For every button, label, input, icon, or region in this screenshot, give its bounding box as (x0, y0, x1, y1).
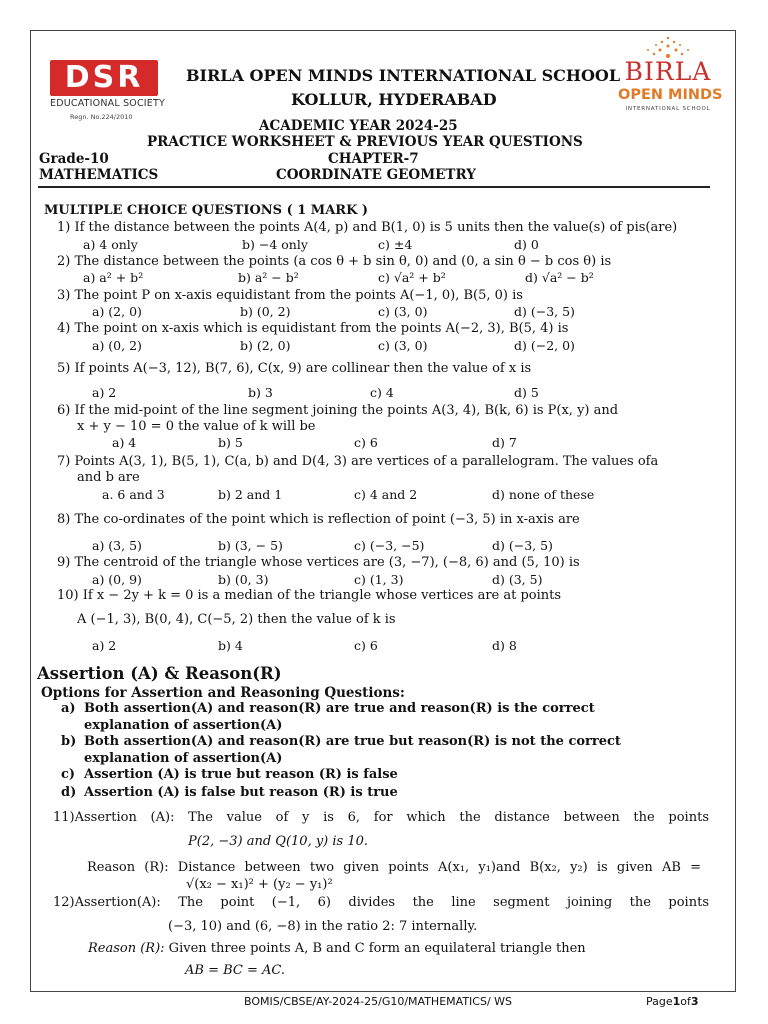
mcq-9-option-a: a) (0, 9) (92, 572, 142, 587)
ar-option-label-d: d) (61, 785, 77, 800)
q12-reason-cont: AB = BC = AC. (185, 963, 286, 978)
ar-option-label-a: a) (61, 701, 76, 716)
ar-option-label-c: c) (61, 767, 76, 782)
ar-option-d-text: Assertion (A) is false but reason (R) is true (84, 785, 398, 800)
academic-year: ACADEMIC YEAR 2024-25 (259, 118, 458, 134)
footer-page (646, 995, 699, 1008)
mcq-3-option-b: b) (0, 2) (240, 304, 291, 319)
birla-logo-line1: BIRLA (624, 57, 712, 86)
mcq-question-6-cont: x + y − 10 = 0 the value of k will be (77, 419, 316, 434)
mcq-4-option-d: d) (−2, 0) (514, 338, 575, 353)
mcq-1-option-d: d) 0 (514, 237, 539, 252)
dsr-logo-regn: Regn. No.224/2010 (70, 113, 133, 121)
mcq-question-5: 5) If points A(−3, 12), B(7, 6), C(x, 9) are collinear then the value of x is (57, 361, 532, 376)
dsr-logo-letters: DSR (64, 60, 144, 95)
mcq-9-option-c: c) (1, 3) (354, 572, 404, 587)
mcq-7-option-c: c) 4 and 2 (354, 487, 418, 502)
footer-page-total: 3 (690, 995, 699, 1008)
worksheet-title: PRACTICE WORKSHEET & PREVIOUS YEAR QUESTIONS (147, 134, 583, 150)
mcq-7-option-b: b) 2 and 1 (218, 487, 283, 502)
ar-options-heading: Options for Assertion and Reasoning Questions: (41, 685, 405, 701)
grade-label: Grade-10 (39, 151, 109, 167)
mcq-question-4: 4) The point on x-axis which is equidistant from the points A(−2, 3), B(5, 4) is (57, 321, 569, 336)
mcq-question-9: 9) The centroid of the triangle whose vertices are (3, −7), (−8, 6) and (5, 10) is (57, 555, 580, 570)
birla-logo (618, 34, 723, 124)
mcq-2-option-d: d) √a² − b² (525, 270, 594, 285)
mcq-question-3: 3) The point P on x-axis equidistant from the points A(−1, 0), B(5, 0) is (57, 288, 523, 303)
q12-reason-label: Reason (R): (88, 941, 165, 956)
footer-page-of: of (680, 995, 691, 1008)
mcq-question-10: 10) If x − 2y + k = 0 is a median of the triangle whose vertices are at points (57, 588, 562, 603)
ar-option-a-text: Both assertion(A) and reason(R) are true and reason(R) is the correct (84, 701, 595, 716)
ar-option-label-b: b) (61, 734, 77, 749)
mcq-2-option-b: b) a² − b² (238, 270, 299, 285)
mcq-4-option-a: a) (0, 2) (92, 338, 142, 353)
q11-reason: Reason (R): Distance between two given points A(x₁, y₁)and B(x₂, y₂) is given AB = (87, 860, 701, 875)
mcq-question-10-cont: A (−1, 3), B(0, 4), C(−5, 2) then the value of k is (77, 612, 396, 627)
school-name: BIRLA OPEN MINDS INTERNATIONAL SCHOOL (186, 66, 621, 85)
mcq-5-option-a: a) 2 (92, 385, 117, 400)
mcq-8-option-c: c) (−3, −5) (354, 538, 425, 553)
birla-logo-line3: INTERNATIONAL SCHOOL (625, 106, 711, 112)
mcq-1-option-a: a) 4 only (83, 237, 138, 252)
ar-option-b-text: Both assertion(A) and reason(R) are true but reason(R) is not the correct (84, 734, 621, 749)
mcq-8-option-a: a) (3, 5) (92, 538, 142, 553)
mcq-question-7: 7) Points A(3, 1), B(5, 1), C(a, b) and D(4, 3) are vertices of a parallelogram. The values ofa (57, 454, 659, 469)
mcq-1-option-c: c) ±4 (378, 237, 413, 252)
mcq-6-option-b: b) 5 (218, 435, 243, 450)
header-divider (38, 186, 710, 188)
q12-reason-text: Given three points A, B and C form an equilateral triangle then (164, 941, 586, 956)
mcq-7-option-d: d) none of these (492, 487, 595, 502)
mcq-9-option-d: d) (3, 5) (492, 572, 543, 587)
mcq-2-option-a: a) a² + b² (83, 270, 144, 285)
birla-logo-line2: OPEN MINDS (618, 87, 723, 103)
mcq-4-option-c: c) (3, 0) (378, 338, 428, 353)
footer-code: BOMIS/CBSE/AY-2024-25/G10/MATHEMATICS/ WS (244, 995, 513, 1008)
mcq-8-option-d: d) (−3, 5) (492, 538, 553, 553)
mcq-question-6: 6) If the mid-point of the line segment joining the points A(3, 4), B(k, 6) is P(x, y) and (57, 403, 619, 418)
mcq-9-option-b: b) (0, 3) (218, 572, 269, 587)
mcq-4-option-b: b) (2, 0) (240, 338, 291, 353)
topic-label: COORDINATE GEOMETRY (276, 167, 476, 183)
mcq-heading: MULTIPLE CHOICE QUESTIONS ( 1 MARK ) (44, 203, 369, 218)
q12-assertion-cont: (−3, 10) and (6, −8) in the ratio 2: 7 internally. (168, 919, 478, 934)
mcq-5-option-b: b) 3 (248, 385, 273, 400)
mcq-10-option-d: d) 8 (492, 638, 517, 653)
mcq-question-2: 2) The distance between the points (a cos θ + b sin θ, 0) and (0, a sin θ − b cos θ) is (57, 254, 612, 269)
mcq-question-8: 8) The co-ordinates of the point which is reflection of point (−3, 5) in x-axis are (57, 512, 580, 527)
mcq-1-option-b: b) −4 only (242, 237, 308, 252)
q11-reason-formula: √(x₂ − x₁)² + (y₂ − y₁)² (186, 877, 333, 892)
dsr-logo-subtitle: EDUCATIONAL SOCIETY (50, 98, 166, 109)
mcq-5-option-c: c) 4 (370, 385, 394, 400)
mcq-10-option-a: a) 2 (92, 638, 117, 653)
footer-page-current: 1 (672, 995, 681, 1008)
chapter-label: CHAPTER-7 (328, 151, 419, 167)
mcq-10-option-b: b) 4 (218, 638, 243, 653)
dsr-logo (50, 60, 166, 130)
mcq-3-option-c: c) (3, 0) (378, 304, 428, 319)
subject-label: MATHEMATICS (39, 167, 159, 183)
q11-assertion-cont: P(2, −3) and Q(10, y) is 10. (188, 834, 369, 849)
ar-heading: Assertion (A) & Reason(R) (37, 664, 282, 683)
mcq-6-option-c: c) 6 (354, 435, 378, 450)
ar-option-c-text: Assertion (A) is true but reason (R) is false (84, 767, 398, 782)
mcq-3-option-d: d) (−3, 5) (514, 304, 575, 319)
q12-reason (88, 941, 586, 957)
mcq-3-option-a: a) (2, 0) (92, 304, 142, 319)
footer-page-prefix: Page (646, 995, 673, 1008)
mcq-question-7-cont: and b are (77, 470, 140, 485)
mcq-10-option-c: c) 6 (354, 638, 378, 653)
school-location: KOLLUR, HYDERABAD (291, 90, 497, 109)
ar-option-a-text-cont: explanation of assertion(A) (84, 718, 283, 733)
mcq-6-option-d: d) 7 (492, 435, 517, 450)
q11-assertion: 11)Assertion (A): The value of y is 6, for which the distance between the points (53, 810, 709, 825)
mcq-2-option-c: c) √a² + b² (378, 270, 446, 285)
mcq-6-option-a: a) 4 (112, 435, 137, 450)
mcq-8-option-b: b) (3, − 5) (218, 538, 283, 553)
mcq-5-option-d: d) 5 (514, 385, 539, 400)
mcq-7-option-a: a. 6 and 3 (102, 487, 165, 502)
ar-option-b-text-cont: explanation of assertion(A) (84, 751, 283, 766)
q12-assertion: 12)Assertion(A): The point (−1, 6) divides the line segment joining the points (53, 895, 709, 910)
mcq-question-1: 1) If the distance between the points A(4, p) and B(1, 0) is 5 units then the value(s) of pis(are) (57, 220, 678, 235)
